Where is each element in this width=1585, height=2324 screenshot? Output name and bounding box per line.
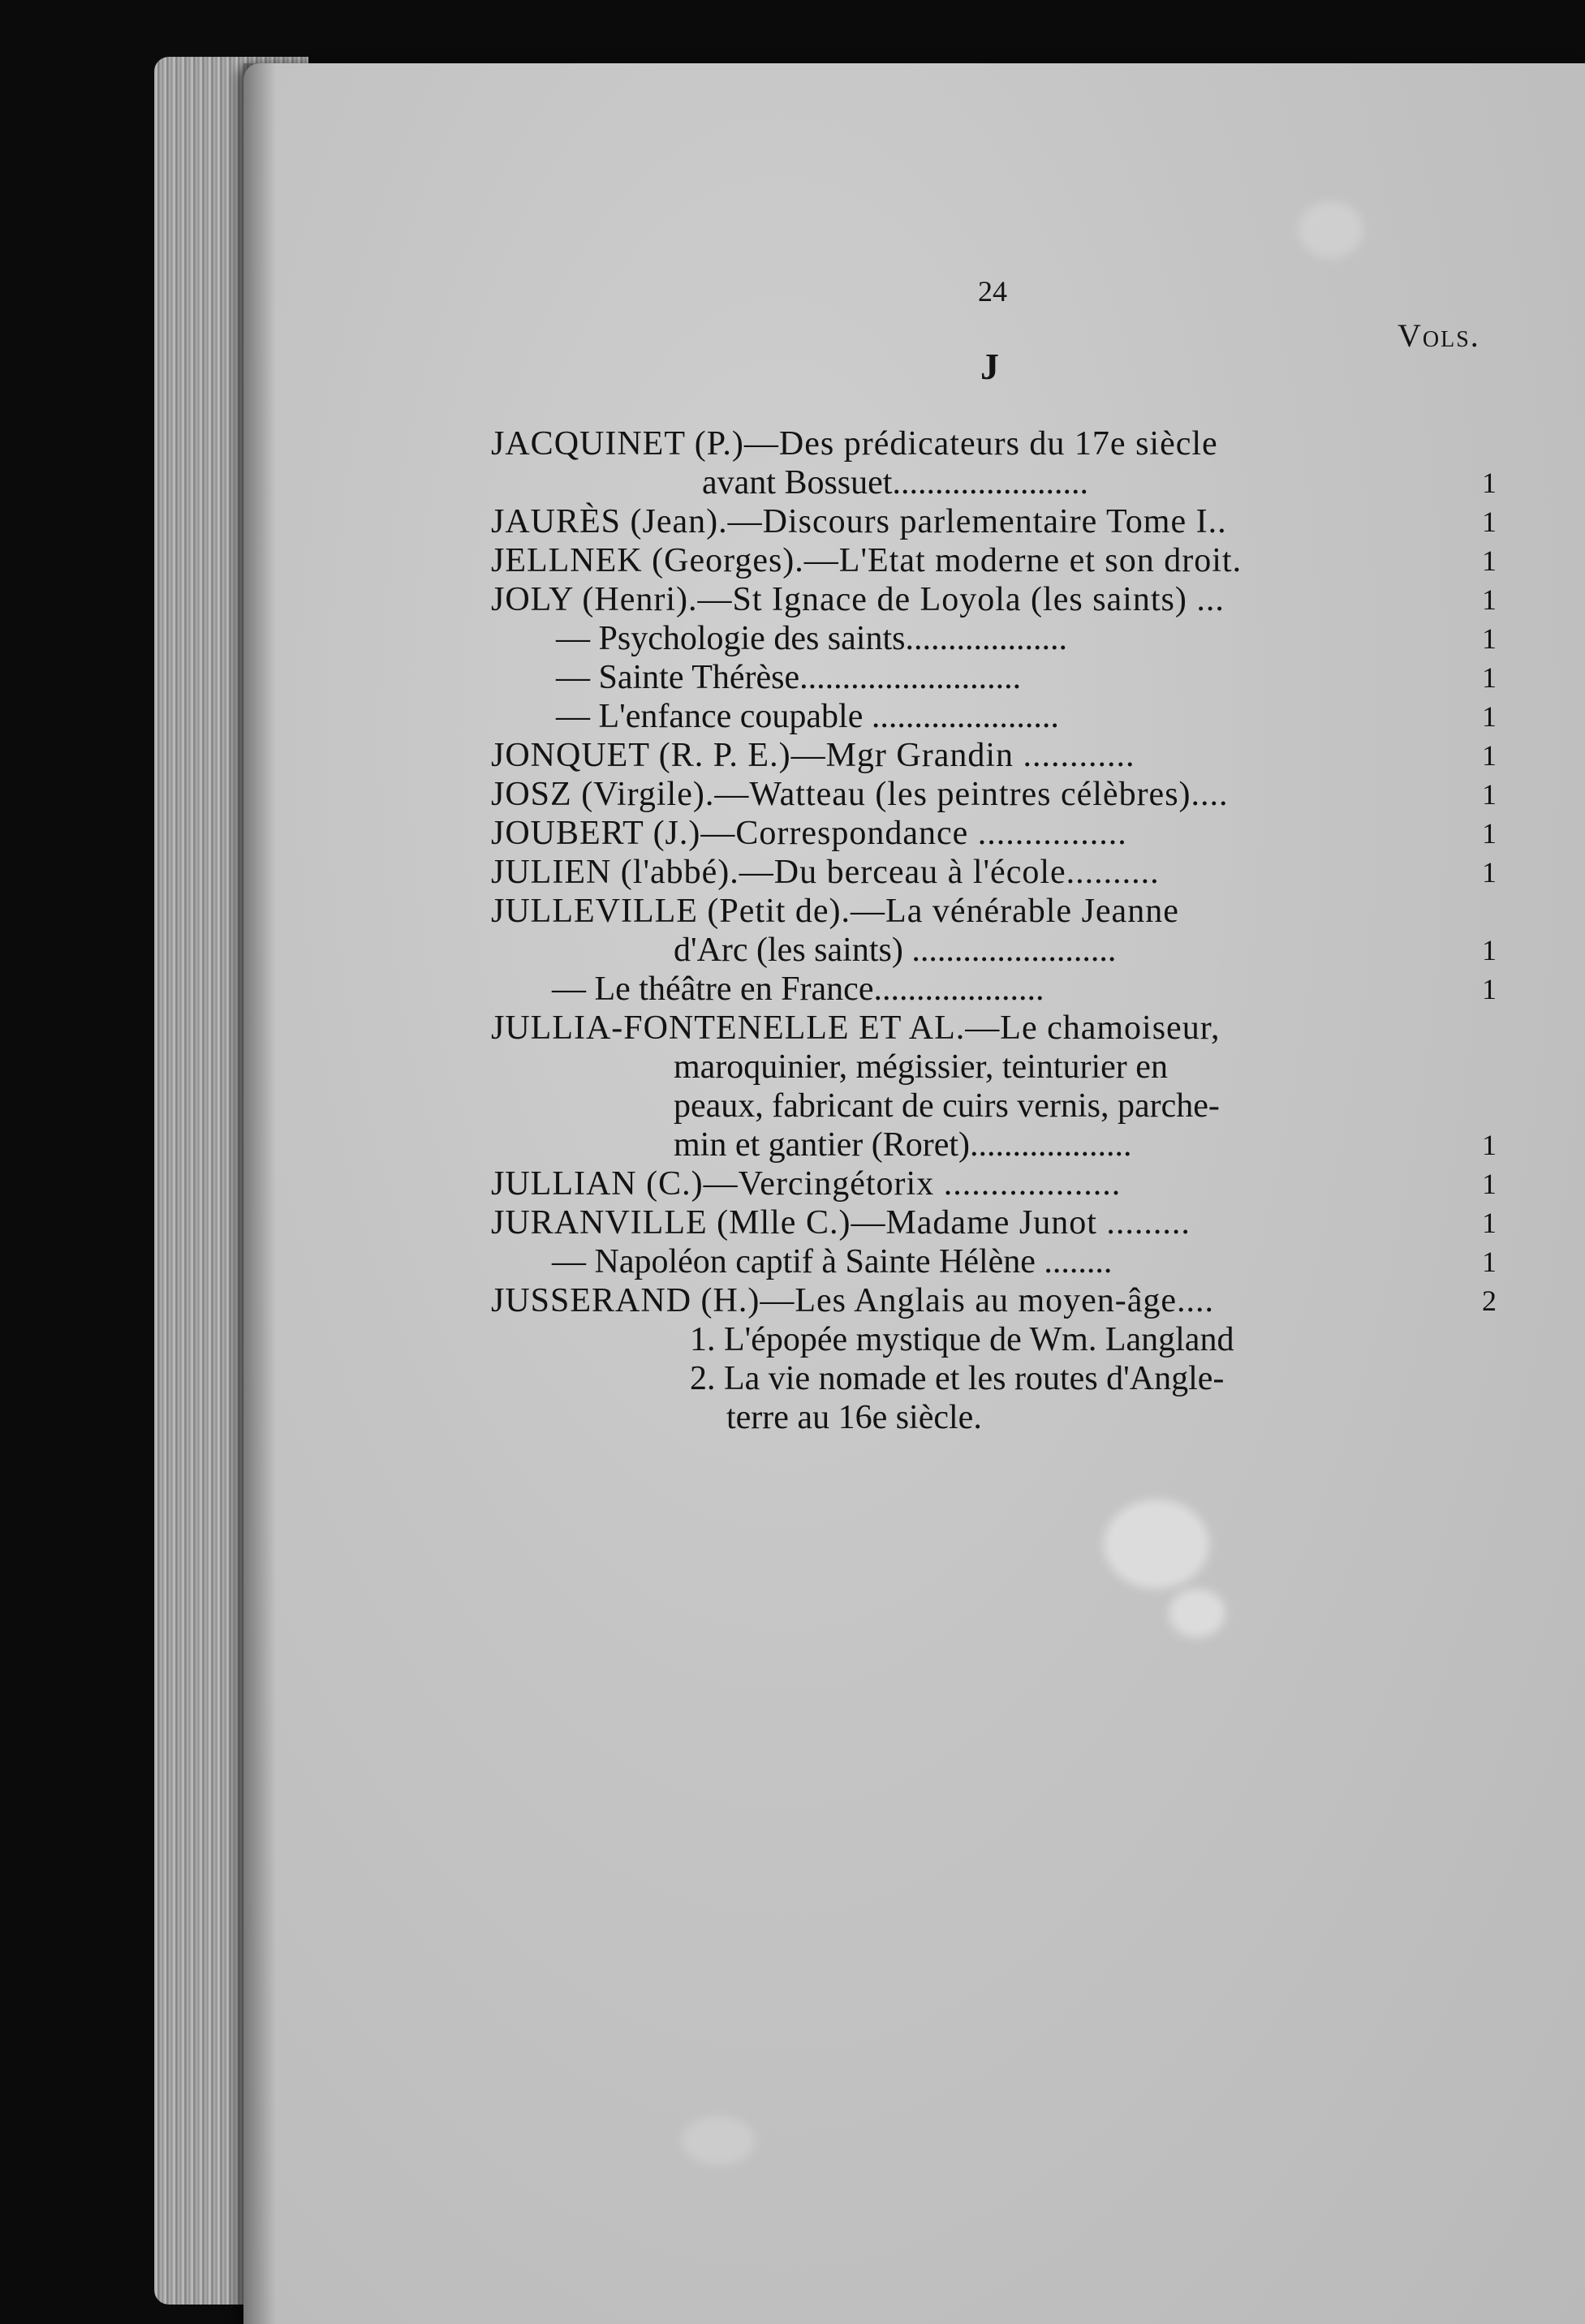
- volume-count: 1: [1482, 856, 1497, 889]
- volume-count: 1: [1482, 700, 1497, 733]
- entry-row: [491, 502, 1583, 541]
- entry-text: d'Arc (les saints) ........................: [674, 932, 1117, 969]
- entry-row: [491, 424, 1583, 463]
- entry-row: [491, 1359, 1583, 1398]
- entry-row: [491, 541, 1583, 580]
- entry-text: JULLIA-FONTENELLE ET AL.—Le chamoiseur,: [491, 1009, 1221, 1047]
- entry-text: JAURÈS (Jean).—Discours parlementaire Tome I..: [491, 503, 1227, 540]
- entry-text: — Sainte Thérèse..........................: [556, 659, 1022, 696]
- paper-stain: [682, 2116, 755, 2165]
- volume-count: 1: [1482, 544, 1497, 577]
- entry-row: [491, 775, 1583, 814]
- entry-row: [491, 931, 1583, 970]
- entry-text: JOLY (Henri).—St Ignace de Loyola (les saints) ...: [491, 581, 1225, 618]
- entry-text: JACQUINET (P.)—Des prédicateurs du 17e siècle: [491, 425, 1218, 463]
- entry-text: JULLEVILLE (Petit de).—La vénérable Jeanne: [491, 893, 1179, 930]
- paper-stain: [1104, 1500, 1209, 1589]
- entry-text: 1. L'épopée mystique de Wm. Langland: [690, 1321, 1234, 1358]
- entry-row: [491, 1242, 1583, 1281]
- volume-count: 1: [1482, 739, 1497, 772]
- entry-row: [491, 1203, 1583, 1242]
- spine-shadow: [243, 63, 276, 2324]
- volume-count: 1: [1482, 583, 1497, 616]
- volume-count: 1: [1482, 973, 1497, 1005]
- entry-text: avant Bossuet.......................: [702, 464, 1088, 501]
- paper-stain: [1299, 201, 1363, 258]
- entry-text: JELLNEK (Georges).—L'Etat moderne et son droit.: [491, 542, 1243, 579]
- entry-row: [491, 580, 1583, 619]
- volume-count: 1: [1482, 817, 1497, 850]
- entry-row: [491, 697, 1583, 736]
- entry-row: [491, 970, 1583, 1009]
- entry-text: 2. La vie nomade et les routes d'Angle-: [690, 1360, 1225, 1397]
- entry-text: JOUBERT (J.)—Correspondance ................: [491, 815, 1127, 852]
- entry-text: — Le théâtre en France....................: [552, 970, 1044, 1008]
- entry-text: min et gantier (Roret)...................: [674, 1126, 1132, 1164]
- entry-row: [491, 814, 1583, 853]
- volume-count: 1: [1482, 661, 1497, 694]
- entry-row: [491, 853, 1583, 892]
- entry-text: JONQUET (R. P. E.)—Mgr Grandin ............: [491, 737, 1135, 774]
- entry-row: [491, 658, 1583, 697]
- entry-text: — L'enfance coupable ......................: [556, 698, 1059, 735]
- entry-row: [491, 619, 1583, 658]
- vols-column-heading: Vols.: [1398, 317, 1480, 354]
- volume-count: 1: [1482, 778, 1497, 811]
- entry-row: [491, 463, 1583, 502]
- entry-text: JULIEN (l'abbé).—Du berceau à l'école..........: [491, 854, 1160, 891]
- volume-count: 1: [1482, 1246, 1497, 1278]
- entry-text: JOSZ (Virgile).—Watteau (les peintres célèbres)....: [491, 776, 1229, 813]
- entry-text: JUSSERAND (H.)—Les Anglais au moyen-âge....: [491, 1282, 1215, 1319]
- volume-count: 1: [1482, 467, 1497, 499]
- entry-row: [491, 1320, 1583, 1359]
- entry-text: JULLIAN (C.)—Vercingétorix ...................: [491, 1165, 1122, 1203]
- paper-stain: [1169, 1589, 1225, 1638]
- entry-row: [491, 1164, 1583, 1203]
- volume-count: 2: [1482, 1285, 1497, 1317]
- volume-count: 1: [1482, 622, 1497, 655]
- entry-text: peaux, fabricant de cuirs vernis, parche-: [674, 1087, 1220, 1125]
- volume-count: 1: [1482, 1129, 1497, 1161]
- entry-row: [491, 892, 1583, 931]
- page-number: 24: [978, 275, 1007, 308]
- entry-row: [491, 736, 1583, 775]
- entry-text: — Psychologie des saints...................: [556, 620, 1067, 657]
- entry-row: [491, 1009, 1583, 1048]
- section-letter-heading: J: [980, 346, 999, 387]
- volume-count: 1: [1482, 934, 1497, 966]
- volume-count: 1: [1482, 1168, 1497, 1200]
- entry-text: JURANVILLE (Mlle C.)—Madame Junot .........: [491, 1204, 1191, 1242]
- entry-text: terre au 16e siècle.: [726, 1399, 982, 1436]
- entry-row: [491, 1125, 1583, 1164]
- entry-text: maroquinier, mégissier, teinturier en: [674, 1048, 1168, 1086]
- entry-text: — Napoléon captif à Sainte Hélène ........: [552, 1243, 1113, 1280]
- entry-row: [491, 1087, 1583, 1125]
- entry-row: [491, 1048, 1583, 1087]
- bibliography-entries: [491, 424, 1583, 1437]
- entry-row: [491, 1281, 1583, 1320]
- volume-count: 1: [1482, 1207, 1497, 1239]
- entry-row: [491, 1398, 1583, 1437]
- volume-count: 1: [1482, 506, 1497, 538]
